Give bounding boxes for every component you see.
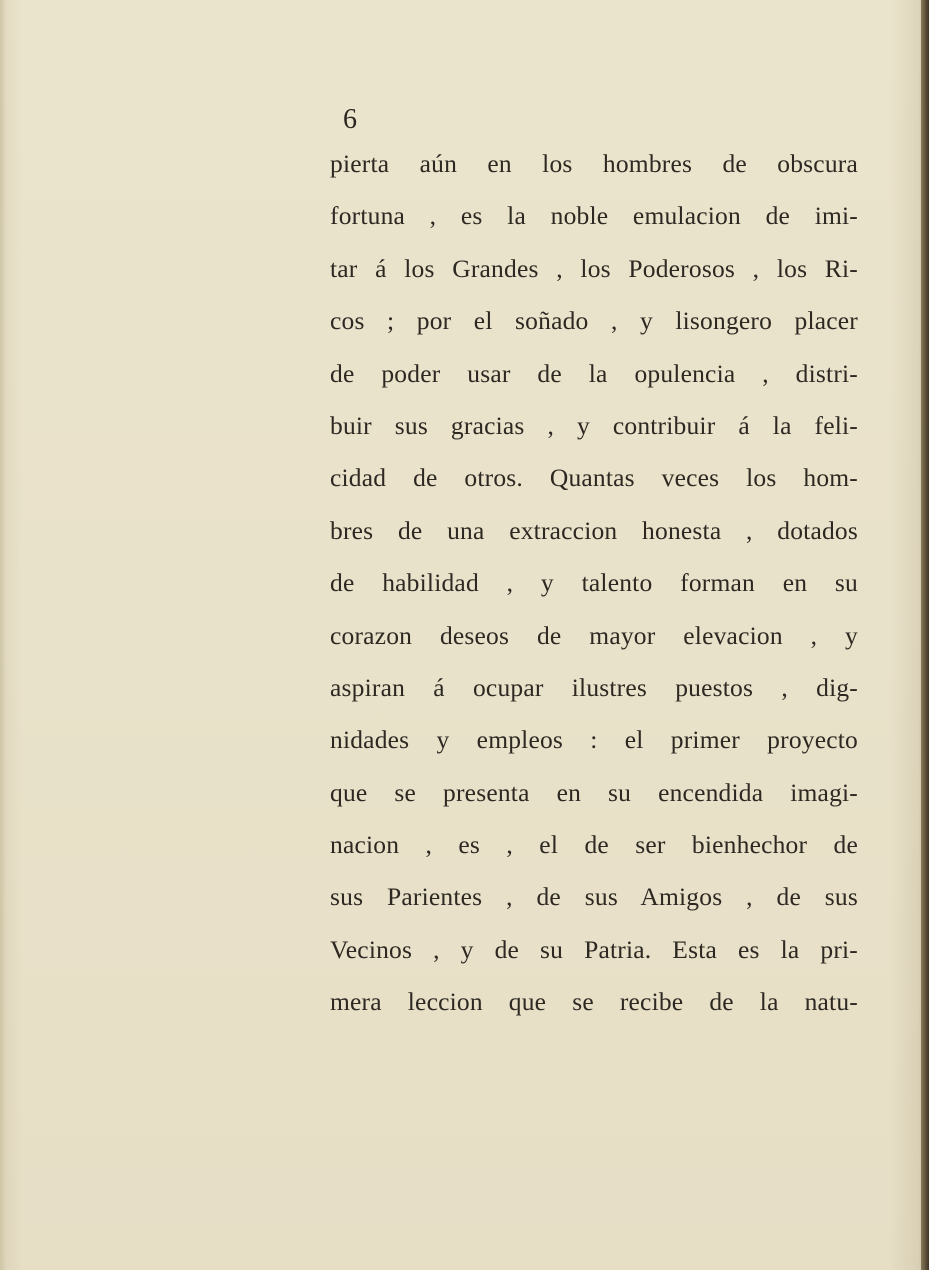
text-line: nidades y empleos : el primer proyecto xyxy=(330,725,858,755)
text-line: cidad de otros. Quantas veces los hom- xyxy=(330,463,858,493)
text-line: aspiran á ocupar ilustres puestos , dig- xyxy=(330,672,858,702)
body-text xyxy=(330,138,858,1029)
page-left-edge xyxy=(0,0,6,1270)
text-line: sus Parientes , de sus Amigos , de sus xyxy=(330,882,858,912)
text-line: que se presenta en su encendida imagi- xyxy=(330,777,858,807)
text-line: buir sus gracias , y contribuir á la feli- xyxy=(330,410,858,440)
text-line: mera leccion que se recibe de la natu- xyxy=(330,987,858,1017)
text-line: corazon deseos de mayor elevacion , y xyxy=(330,620,858,650)
text-line: fortuna , es la noble emulacion de imi- xyxy=(330,201,858,231)
text-line: nacion , es , el de ser bienhechor de xyxy=(330,830,858,860)
text-line: pierta aún en los hombres de obscura xyxy=(330,149,858,178)
page-number: 6 xyxy=(343,104,357,135)
text-line: tar á los Grandes , los Poderosos , los Ri- xyxy=(330,253,858,283)
page-right-edge xyxy=(921,0,929,1270)
text-line: Vecinos , y de su Patria. Esta es la pri- xyxy=(330,934,858,964)
text-line: de poder usar de la opulencia , distri- xyxy=(330,358,858,388)
text-line: bres de una extraccion honesta , dotados xyxy=(330,515,858,545)
text-line: cos ; por el soñado , y lisongero placer xyxy=(330,306,858,336)
text-line: de habilidad , y talento forman en su xyxy=(330,568,858,598)
